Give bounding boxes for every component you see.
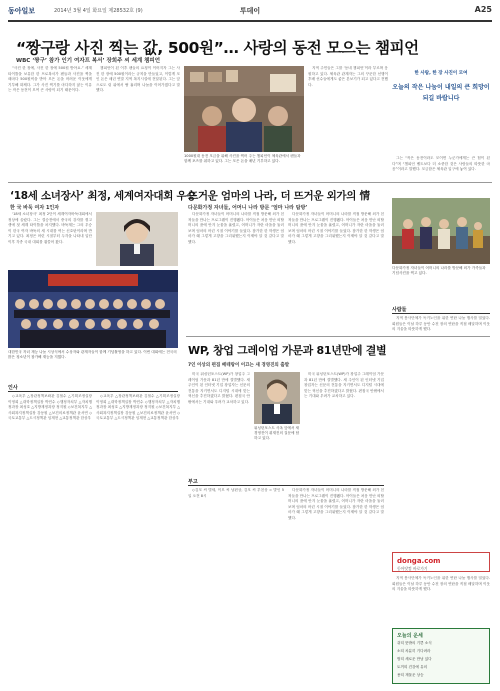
- paragraph: ◇교육부 △장관정책보좌관 김철수 △기획조정실장 이영희 △대학정책실장 박민수 ◇행정자치부 △자치행정과장 최성호 △지방재정과장 정지원 ◇보건복지부 △사회복지정책실장 강동원 △보건의료정책관 윤서연 ◇국토교통부 △도시정책관 임재현 △교통정책관 한상우: [96, 394, 180, 421]
- newspaper-logo: 동아일보: [8, 7, 36, 15]
- personnel-list: [8, 394, 92, 684]
- pull-quote-label: 한 사람, 한 장 사진이 모여: [414, 71, 468, 76]
- group-photo: [8, 270, 178, 348]
- main-headline: “짱구랑 사진 찍는 값, 500원”… 사랑의 동전 모으는 챔피언: [16, 39, 419, 57]
- issue-date: 2014년 3월 4일 화요일 제28532호 (9): [54, 8, 143, 14]
- paragraph: ‘18세 소녀장사’ 최정 2단이 세계여자바둑대회에서 정상에 올랐다. 그는 결승전에서 중국의 강자를 꺾고 생애 첫 세계 타이틀을 차지했다. 바둑계는 그의 우승이 한국 여자 바둑의 새 시대를 여는 신호탄이라며 반기고 있다. 최정은 어린 시절부터 두각을 나타내 입단 이후 각종 국내 대회를 휩쓸어 왔다.: [8, 212, 92, 244]
- fortune-line: 범띠 새로운 만남 있다: [397, 657, 432, 661]
- story-subhead: 7인 이상의 편집 베테랑이 이끄는 새 경영진의 출발: [188, 363, 290, 368]
- paragraph: 미국 워싱턴포스트(WP)가 창업주 그레이엄 가문과 81년 만에 결별했다. 새 주인이 된 인터넷 기업 창업자는 신문의 전통을 지키면서도 디지털 시대에 맞는 혁신을 추진하겠다고 밝혔다. 편집국 안팎에서는 기대와 우려가 교차하고 있다.: [188, 372, 250, 404]
- award-ceremony-image: [8, 270, 178, 348]
- obituary-list: [288, 488, 384, 684]
- article-body: [188, 212, 284, 332]
- article-body: [96, 66, 180, 178]
- article-body: [392, 156, 490, 178]
- side-article: [392, 576, 490, 624]
- paragraph: 다문화가정 자녀들이 어머니의 나라를 직접 방문해 외가 친척들을 만나는 프로그램이 진행됐다. 아이들은 처음 만난 외할머니의 품에 안겨 눈물을 흘렸고, 어머니가 자란 마을을 둘러보며 엄마의 어린 시절 이야기를 들었다. 참가한 한 학생은 엄마가 왜 그렇게 고향을 그리워했는지 이제야 알 것 같다고 말했다.: [188, 212, 284, 244]
- paragraph: 다문화가정 자녀들이 어머니의 나라를 직접 방문해 외가 친척들을 만나는 프로그램이 진행됐다. 아이들은 처음 만난 외할머니의 품에 안겨 눈물을 흘렸고, 어머니가 자란 마을을 둘러보며 엄마의 어린 시절 이야기를 들었다. 참가한 한 학생은 엄마가 왜 그렇게 고향을 그리워했는지 이제야 알 것 같다고 말했다.: [288, 212, 384, 244]
- pull-quote: [392, 68, 490, 152]
- site-logo: donga.com: [397, 557, 441, 565]
- family-image: [392, 198, 490, 264]
- portrait-photo: [254, 372, 300, 424]
- story-headline: WP, 창업 그레이엄 가문과 81년만에 결별: [188, 344, 387, 357]
- article-body: [8, 66, 92, 178]
- fortune-box: [392, 628, 490, 684]
- paragraph: 미국 워싱턴포스트(WP)가 창업주 그레이엄 가문과 81년 만에 결별했다. 새 주인이 된 인터넷 기업 창업자는 신문의 전통을 지키면서도 디지털 시대에 맞는 혁신을 추진하겠다고 밝혔다. 편집국 안팎에서는 기대와 우려가 교차하고 있다.: [304, 372, 384, 399]
- column-label: 사람들: [392, 306, 490, 314]
- section-name: 투데이: [239, 7, 261, 15]
- paragraph: 다문화가정 자녀들이 어머니의 나라를 직접 방문해 외가 친척들을 만나는 프로그램이 진행됐다. 아이들은 처음 만난 외할머니의 품에 안겨 눈물을 흘렸고, 어머니가 자란 마을을 둘러보며 엄마의 어린 시절 이야기를 들었다. 참가한 한 학생은 엄마가 왜 그렇게 고향을 그리워했는지 이제야 알 것 같다고 말했다.: [288, 488, 384, 520]
- paragraph: 지역 봉사단체가 독거노인을 위한 연탄 나눔 행사를 열었다. 회원들은 이날 하루 동안 수천 장의 연탄을 직접 배달하며 이웃의 겨울을 따뜻하게 했다.: [392, 316, 490, 332]
- fortune-line: 소띠 차분히 기다려라: [397, 649, 431, 653]
- photo-caption: 1000원대 동전 모금을 위해 사진을 찍어 주는 챔피언이 체육관에서 팬들과 함께 포즈를 취하고 있다. 그는 모은 돈을 매년 기부하고 있다.: [184, 154, 301, 164]
- paragraph: 그는 “작은 동전이라도 모이면 누군가에게는 큰 힘이 된다”며 “챔피언 벨트보다 더 소중한 것은 사람들의 따뜻한 마음”이라고 말했다. 모금함은 체육관 입구에 놓여 있다.: [392, 156, 490, 172]
- column-label: 부고: [188, 478, 384, 486]
- site-ad[interactable]: [392, 552, 490, 572]
- obituary-list: [188, 488, 284, 684]
- article-body: [188, 372, 250, 472]
- story-subhead: 다문화가정 자녀들, 어머니 나라 방문 ‘엄마 나라 탐방’: [188, 205, 308, 211]
- boxer-photo-image: [184, 66, 304, 152]
- article-body: [308, 66, 388, 178]
- article-body: [8, 212, 92, 266]
- article-body: [288, 212, 384, 332]
- fortune-line: 쥐띠 뜻밖의 기쁜 소식: [397, 641, 432, 645]
- photo-caption: 다문화가정 자녀들이 어머니의 나라를 방문해 외가 가족들과 기념사진을 찍고 있다.: [392, 266, 486, 276]
- paragraph: 지역 주민들은 그를 ‘동네 챔피언’이라 부르며 응원하고 있다. 체육관 관계자는 그의 꾸준한 선행이 후배 선수들에게도 좋은 본보기가 되고 있다고 전했다.: [308, 66, 388, 87]
- column-label: 인사: [8, 384, 178, 392]
- main-subhead: WBC ‘짱구’ 참가 인기 여자프 복서’ 장희주 씨 세계 챔피언: [16, 58, 161, 64]
- story-headline: ‘18세 소녀장사’ 최정, 세계여자대회 우승: [10, 190, 197, 202]
- section-divider: [8, 182, 492, 183]
- page-number: A25: [474, 5, 492, 14]
- fortune-line: 용띠 재물운 상승: [397, 673, 424, 677]
- paragraph: 챔피언이 된 이후 팬들의 요청이 이어지자 그는 사진 한 장에 500원이라는 규칙을 만들었고, 이렇게 모인 돈은 매년 연말 지역 복지시설에 전달된다. 그는 앞으로도 링 위에서 땀 흘리며 나눔을 이어가겠다고 말했다.: [96, 66, 180, 93]
- paragraph: 지역 봉사단체가 독거노인을 위한 연탄 나눔 행사를 열었다. 회원들은 이날 하루 동안 수천 장의 연탄을 직접 배달하며 이웃의 겨울을 따뜻하게 했다.: [392, 576, 490, 592]
- masthead: [8, 4, 492, 22]
- paragraph: “사진 한 장에, 사진 한 장에 500원 받아요.” 세계 타이틀을 보유한 한 프로복서가 팬들과 사진을 찍을 때마다 500원씩을 받아 모은 돈을 어려운 이웃에게 기부해 화제다. 그가 사진 찍기를 마다하지 않는 이유는 작은 동전이 모여 큰 사랑이 되기 때문이다.: [8, 66, 92, 93]
- photo-caption: 워싱턴포스트 사옥 앞에서 새 경영진이 취재진의 질문에 답하고 있다.: [254, 426, 300, 441]
- paragraph: ◇김모 씨 별세, 이모 씨 남편상, 김모 씨 부친상 = 발인 5일 오전 8시: [188, 488, 284, 498]
- story-headline: 뜨거운 엄마의 나라, 더 뜨거운 외가의 情: [188, 190, 370, 202]
- boxer-photo: [184, 66, 304, 152]
- portrait-image: [254, 372, 300, 424]
- go-player-photo: [96, 212, 178, 266]
- photo-caption: 대한민국 자녀 재능 나눔 시상식에서 수상자와 관계자들이 함께 기념촬영을 하고 있다. 이번 대회에는 전국의 많은 청소년이 참가해 재능을 겨뤘다.: [8, 350, 177, 360]
- fortune-title: 오늘의 운세: [397, 633, 423, 639]
- article-body: [304, 372, 384, 472]
- ad-text: 동아닷컴 바로가기: [397, 566, 428, 571]
- personnel-list: [96, 394, 180, 684]
- go-player-image: [96, 212, 178, 266]
- family-photo: [392, 198, 490, 264]
- pull-quote-text: 오늘의 작은 나눔이 내일의 큰 희망이 되길 바랍니다: [392, 84, 490, 102]
- side-article: [392, 316, 490, 548]
- story-subhead: 한 국 바둑 여자 1인자: [10, 205, 60, 211]
- paragraph: ◇교육부 △장관정책보좌관 김철수 △기획조정실장 이영희 △대학정책실장 박민수 ◇행정자치부 △자치행정과장 최성호 △지방재정과장 정지원 ◇보건복지부 △사회복지정책실장 강동원 △보건의료정책관 윤서연 ◇국토교통부 △도시정책관 임재현 △교통정책관 한상우: [8, 394, 92, 421]
- fortune-line: 토끼띠 건강에 유의: [397, 665, 428, 669]
